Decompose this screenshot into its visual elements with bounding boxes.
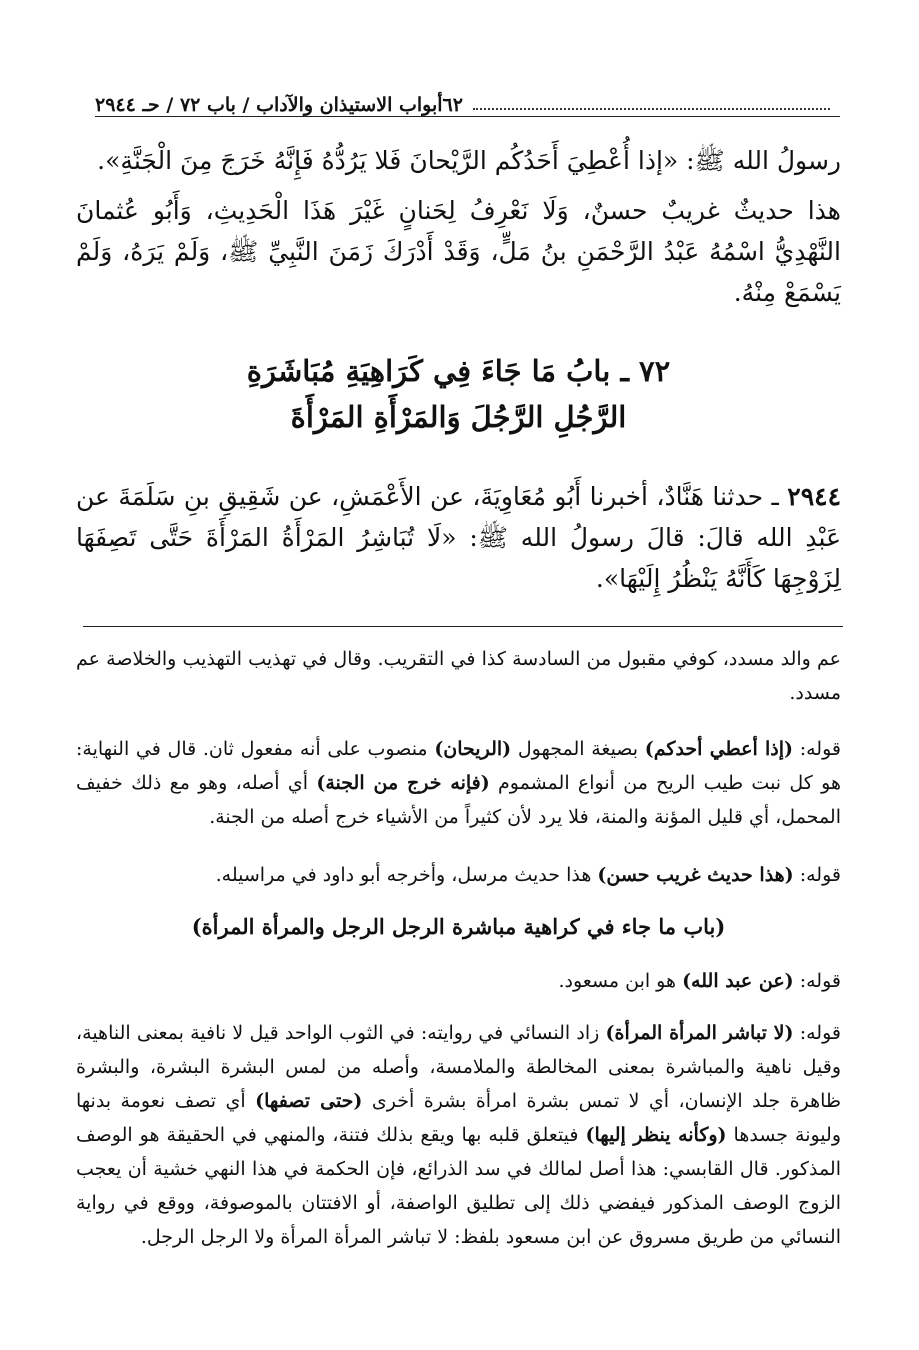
- note-3: [76, 858, 841, 892]
- note-5: [76, 964, 841, 998]
- main-text-commentary: [76, 190, 841, 313]
- page-number: ٦٢: [442, 94, 463, 116]
- note-2: [76, 732, 841, 834]
- hadith-text: ـ حدثنا هَنَّادٌ، أخبرنا أَبُو مُعَاوِيَةَ، عن الأَعْمَشِ، عن شَقِيقِ بنِ سَلَمَةَ عن عَبْدِ الله قالَ: قالَ رسولُ الله ﷺ: «لَا تُبَاشِرُ المَرْأَةُ المَرْأَةَ حَتَّى تَصِفَهَا لِزَوْجِهَا كَأَنَّهُ يَنْظُرُ إِلَيْهَا».: [76, 482, 841, 593]
- note-text: زاد النسائي في روايته: في الثوب الواحد قيل لا نافية بمعنى الناهية، وقيل ناهية والمباشرة بمعنى المخالطة والملامسة، وأصله من لمس البشرة البشرة، والبشرة ظاهرة جلد الإنسان، أي لا تمس بشرة امرأة بشرة أخرى: [76, 1022, 841, 1112]
- running-header: [95, 86, 840, 117]
- note-text: منصوب على أنه مفعول ثان. قال في النهاية: هو كل نبت طيب الريح من أنواع المشموم: [76, 738, 841, 794]
- note-text: أي أصله، وهو مع ذلك خفيف المحمل، أي قليل المؤنة والمنة، فلا يرد لأن كثيراً من الأشياء خرج أصله من الجنة.: [76, 772, 841, 828]
- note-lead: قوله:: [793, 738, 841, 760]
- note-quote: (لا تباشر المرأة المرأة): [605, 1022, 794, 1044]
- note-lead: قوله:: [793, 970, 841, 992]
- note-quote: (فإنه خرج من الجنة): [316, 772, 490, 794]
- note-quote: (هذا حديث غريب حسن): [597, 864, 794, 886]
- footnote-separator: [83, 626, 843, 627]
- note-text: هذا حديث مرسل، وأخرجه أبو داود في مراسيله.: [215, 864, 598, 886]
- header-dot-leader: [473, 108, 830, 110]
- note-lead: قوله:: [793, 1022, 841, 1044]
- hadith-2944: [76, 476, 841, 599]
- note-lead: قوله:: [793, 864, 841, 886]
- note-quote: (الريحان): [434, 738, 512, 760]
- note-chapter-heading: (باب ما جاء في كراهية مباشرة الرجل الرجل والمرأة المرأة): [191, 914, 726, 939]
- note-6: [76, 1016, 841, 1254]
- note-quote: (إذا أعطي أحدكم): [644, 738, 794, 760]
- hadith-continuation: رسولُ الله ﷺ: «إذا أُعْطِيَ أَحَدُكُم الرَّيْحانَ فَلا يَرُدُّهُ فَإِنَّهُ خَرَجَ مِنَ الْجَنَّةِ».: [97, 146, 841, 175]
- note-text: بصيغة المجهول: [511, 738, 645, 760]
- note-quote: (وكأنه ينظر إليها): [585, 1124, 727, 1146]
- note-1: [76, 642, 841, 710]
- main-text-line-1: [76, 140, 841, 181]
- note-1-text: عم والد مسدد، كوفي مقبول من السادسة كذا في التقريب. وقال في تهذيب التهذيب والخلاصة عم مسدد.: [76, 648, 841, 704]
- note-text: فيتعلق قلبه بها ويقع بذلك فتنة، والمنهي في الحقيقة هو الوصف المذكور. قال القابسي: هذا أصل لمالك في سد الذرائع، فإن الحكمة في هذا النهي خشية أن يعجب الزوج الوصف المذكور فيفضي ذلك إلى تطليق الواصفة، أو الافتتان بالموصوفة، ووقع في رواية النسائي من طريق مسروق عن ابن مسعود بلفظ: لا تباشر المرأة المرأة ولا الرجل الرجل.: [76, 1124, 841, 1248]
- note-quote: (حتى تصفها): [255, 1090, 363, 1112]
- note-quote: (عن عبد الله): [682, 970, 794, 992]
- note-text: أي تصف نعومة بدنها وليونة جسدها: [76, 1090, 841, 1146]
- note-text: هو ابن مسعود.: [558, 970, 683, 992]
- chapter-title-line-2: الرَّجُلِ الرَّجُلَ وَالمَرْأَةِ المَرْأَةَ: [290, 400, 627, 434]
- running-title: أبواب الاستيذان والآداب / باب ٧٢ / حـ ٢٩٤٤: [95, 94, 443, 116]
- hadith-number: ٢٩٤٤: [787, 482, 841, 511]
- tirmidhi-comment: هذا حديثٌ غريبٌ حسنٌ، وَلَا نَعْرِفُ لِحَنانٍ غَيْرَ هَذَا الْحَدِيثِ، وَأَبُو عُثمانَ النَّهْدِيُّ اسْمُهُ عَبْدُ الرَّحْمَنِ بنُ مَلٍّ، وَقَدْ أَدْرَكَ زَمَنَ النَّبِيِّ ﷺ، وَلَمْ يَرَهُ، وَلَمْ يَسْمَعْ مِنْهُ.: [76, 196, 841, 307]
- chapter-title-line-1: ٧٢ ـ بابُ مَا جَاءَ فِي كَرَاهِيَةِ مُبَاشَرَةِ: [246, 354, 671, 388]
